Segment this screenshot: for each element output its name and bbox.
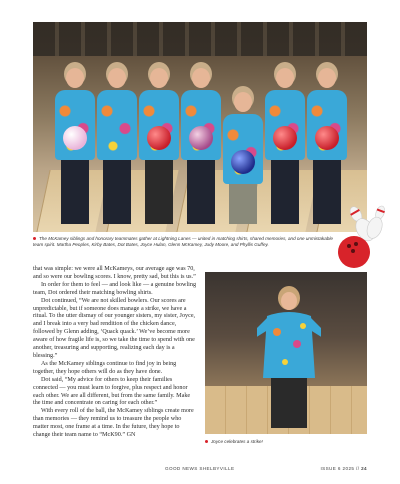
page-number: 24 <box>361 466 367 471</box>
bullet-icon <box>205 440 208 443</box>
article-paragraph: With every roll of the ball, the McKamey siblings create more than memories — they remind us to treasure the people who matter most, one frame at a time. In the future, they hope to change their team name to “McK90.” GN <box>33 408 194 439</box>
article-body <box>33 266 197 440</box>
person-figure <box>55 68 95 224</box>
ceiling-lights <box>33 22 367 56</box>
article-paragraph: As the McKamey siblings continue to find joy in being together, they hope others will do as they have done. <box>33 360 177 375</box>
article-paragraph: Dot continued, “We are not skilled bowlers. Our scores are unpredictable, but if someone does manage a strike, we have a ritual. To the utter dismay of our younger sisters, my sister, Joyce, and I break into a very bad rendition of the chicken dance, followed by Glenn adding, ‘Quack quack.’ We’ve become more aware of how fragile life is, so we take the time to spend with one another, treasuring and supporting, realizing each day is a blessing.” <box>33 297 196 359</box>
person-figure <box>181 68 221 224</box>
joyce-photo-caption: Joyce celebrates a strike! <box>205 439 263 444</box>
issue-info: ISSUE 6 2025 // 24 <box>320 466 367 471</box>
article-paragraph: In order for them to feel — and look like — a genuine bowling team, Dot ordered their matching bowling shirts. <box>33 281 197 296</box>
person-figure <box>223 92 263 224</box>
bowling-pins-icon <box>334 198 386 272</box>
group-photo-caption: The McKamey siblings and honorary teammates gather at Lightning Lanes — united in matching shirts, shared memories, and one unmistakable team spirit. Martha Peoples, Kirby Bates, Dot Bates, Joyce Hulan, Glenn McKamey, Judy Moore, and Phyllis Guffey. <box>33 236 333 247</box>
person-figure <box>97 68 137 224</box>
article-paragraph: that was simple: we were all McKameys, our average age was 70, and so were our bowling scores. I know, pretty sad, but this is us.” <box>33 266 196 280</box>
person-figure <box>139 68 179 224</box>
bowler-figure <box>257 282 321 432</box>
article-paragraph: Dot said, “My advice for others to keep their families connected — you must learn to forgive, plus respect and honor each other. We are all different, but from the same family. Make the time and concentrate on caring for each other.” <box>33 376 191 407</box>
group-photo <box>33 22 367 232</box>
joyce-photo <box>205 272 367 434</box>
bullet-icon <box>33 237 36 240</box>
publication-name: GOOD NEWS SHELBYVILLE <box>165 466 235 471</box>
person-figure <box>265 68 305 224</box>
